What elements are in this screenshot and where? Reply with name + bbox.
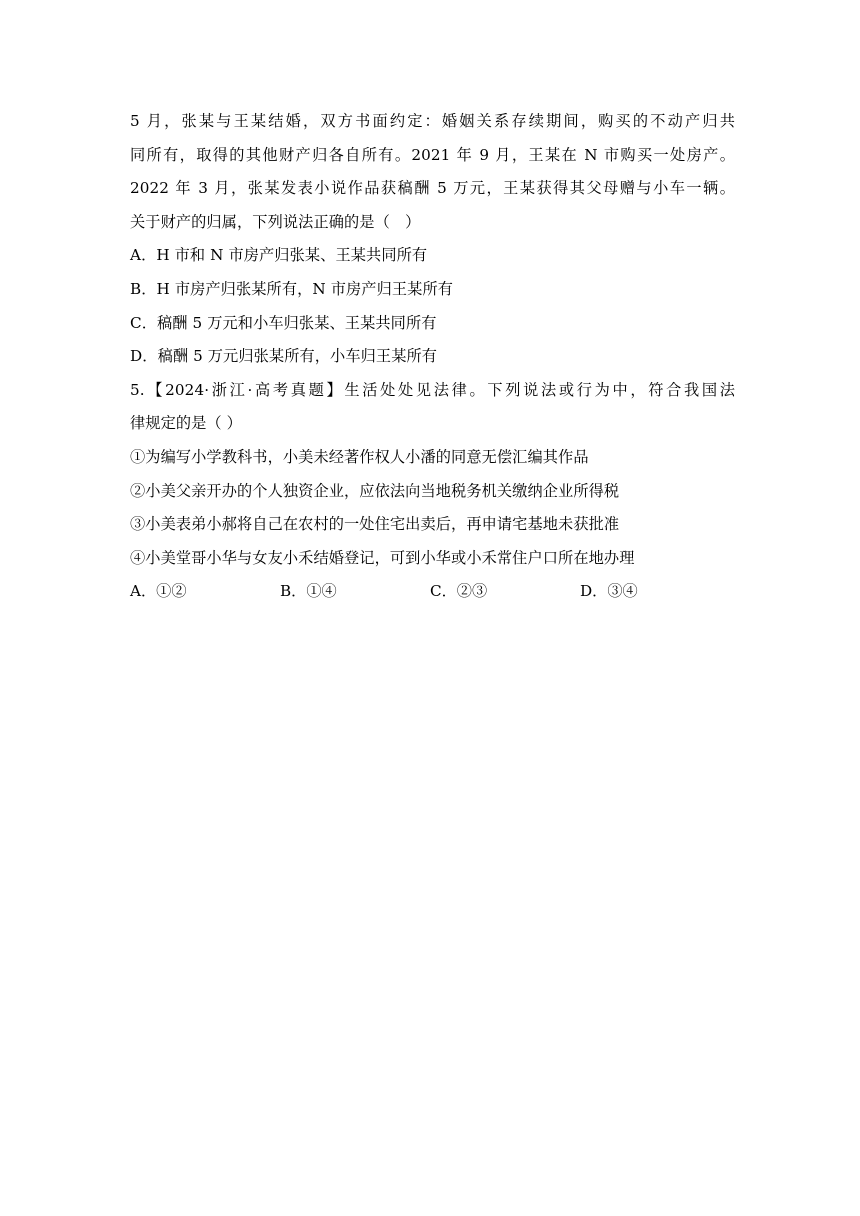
- q5-option-c: C．②③: [430, 582, 488, 601]
- q5-statement-3: ③小美表弟小郝将自己在农村的一处住宅出卖后，再申请宅基地未获批准: [130, 515, 620, 534]
- q4-option-b: B．H 市房产归张某所有，N 市房产归王某所有: [130, 279, 454, 298]
- q5-options-row: [130, 575, 735, 609]
- q5-stem-line-1: 5.【2024·浙江·高考真题】生活处处见法律。下列说法或行为中，符合我国法: [130, 380, 735, 399]
- q4-stem-line-4: 关于财产的归属，下列说法正确的是（ ）: [130, 212, 421, 231]
- q5-statement-4: ④小美堂哥小华与女友小禾结婚登记，可到小华或小禾常住户口所在地办理: [130, 548, 635, 567]
- q5-option-a: A．①②: [130, 582, 187, 601]
- q4-option-d: D．稿酬 5 万元归张某所有，小车归王某所有: [130, 347, 438, 366]
- q4-option-a: A．H 市和 N 市房产归张某、王某共同所有: [130, 246, 428, 265]
- q4-option-c: C．稿酬 5 万元和小车归张某、王某共同所有: [130, 313, 437, 332]
- q5-option-d: D．③④: [580, 582, 638, 601]
- q5-stem-line-2: 律规定的是（ ）: [130, 414, 242, 433]
- q4-stem-line-2: 同所有，取得的其他财产归各自所有。2021 年 9 月，王某在 N 市购买一处房产。: [130, 145, 735, 164]
- q5-statement-1: ①为编写小学教科书，小美未经著作权人小潘的同意无偿汇编其作品: [130, 447, 589, 466]
- q5-statement-2: ②小美父亲开办的个人独资企业，应依法向当地税务机关缴纳企业所得税: [130, 481, 620, 500]
- q4-stem-line-3: 2022 年 3 月，张某发表小说作品获稿酬 5 万元，王某获得其父母赠与小车一辆。: [130, 179, 735, 198]
- question-content: [130, 105, 735, 609]
- q4-stem-line-1: 5 月，张某与王某结婚，双方书面约定：婚姻关系存续期间，购买的不动产归共: [130, 112, 735, 130]
- q5-option-b: B．①④: [280, 582, 337, 601]
